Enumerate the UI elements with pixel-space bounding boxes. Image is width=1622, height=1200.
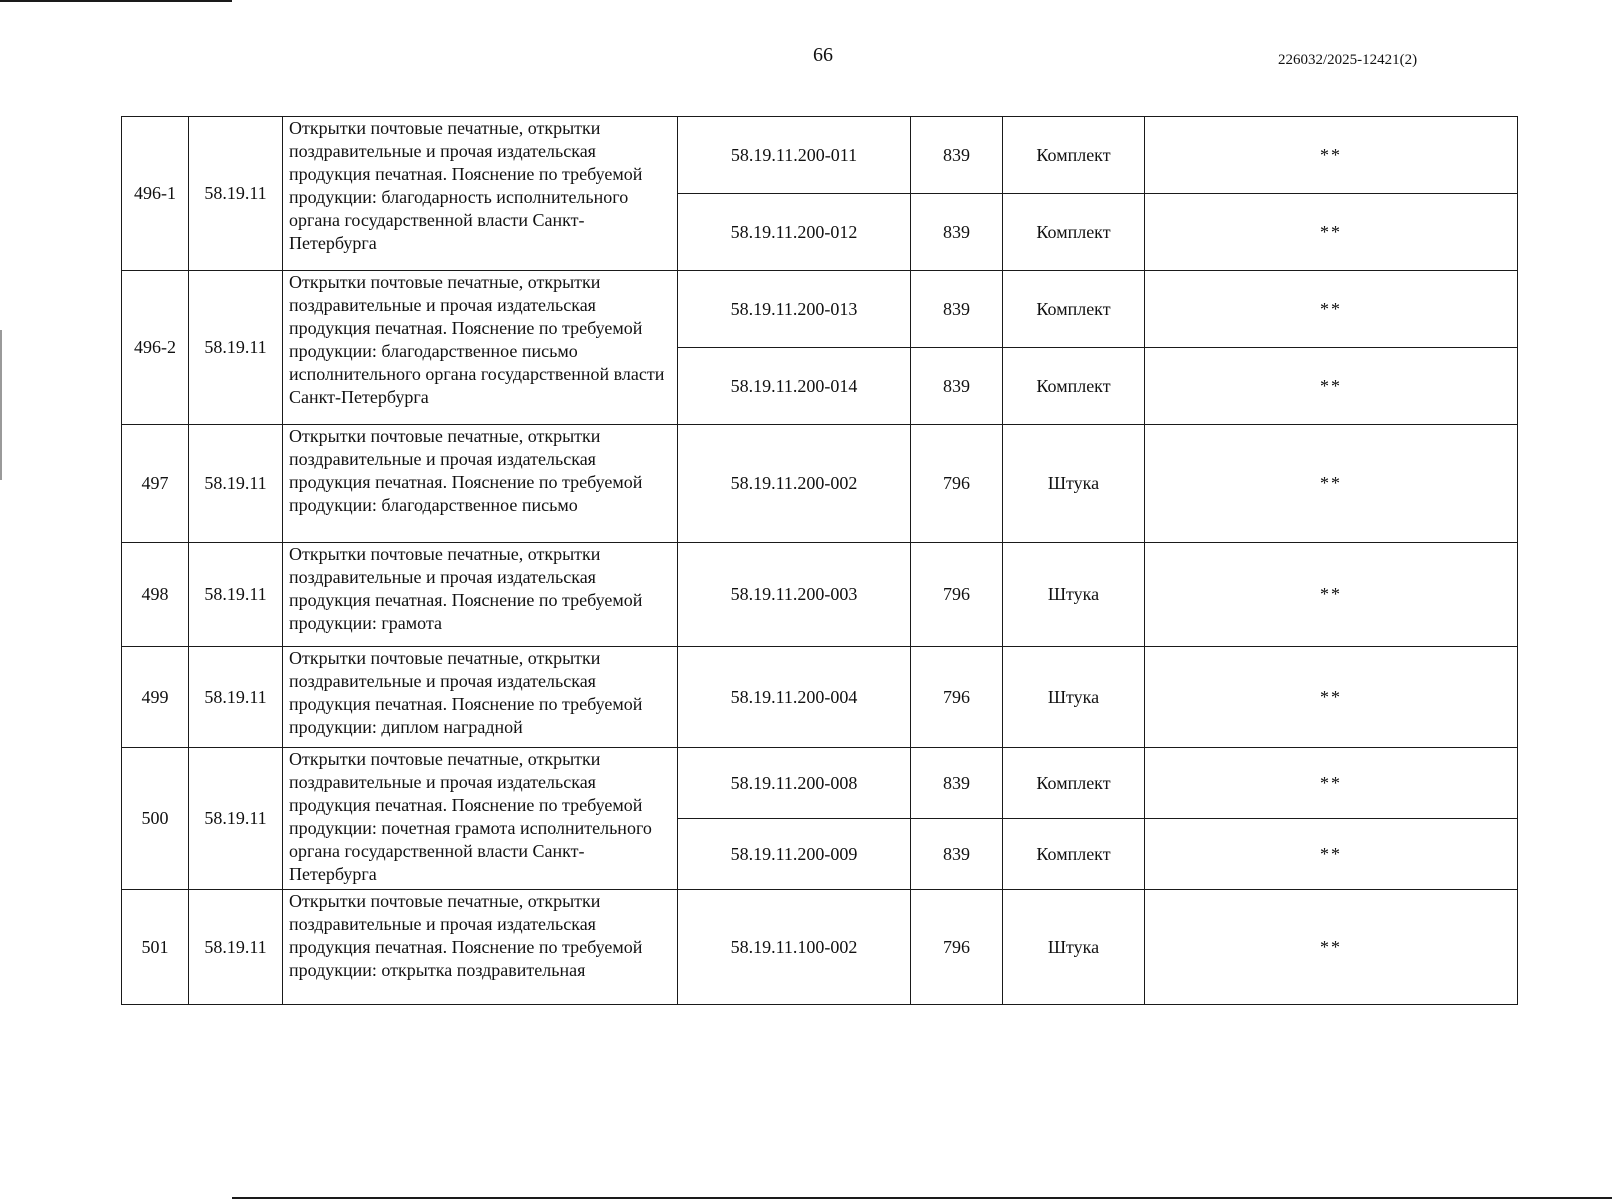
product-name: Открытки почтовые печатные, открытки поздравительные и прочая издательская продукция печатная. Пояснение по требуемой продукции: диплом наградной: [283, 647, 678, 748]
ktru-code: 58.19.11.200-002: [678, 425, 911, 543]
unit-of-measure: Штука: [1003, 890, 1145, 1005]
row-number: 496-1: [122, 117, 189, 271]
okei-code: 839: [911, 819, 1003, 890]
characteristics-mark: **: [1145, 543, 1518, 647]
ktru-code: 58.19.11.200-012: [678, 194, 911, 271]
page-number: 66: [813, 44, 833, 66]
row-number: 498: [122, 543, 189, 647]
okpd-code: 58.19.11: [189, 117, 283, 271]
table-row: [122, 543, 1518, 647]
characteristics-mark: **: [1145, 890, 1518, 1005]
characteristics-mark: **: [1145, 117, 1518, 194]
characteristics-mark: **: [1145, 819, 1518, 890]
product-name: Открытки почтовые печатные, открытки поздравительные и прочая издательская продукция печатная. Пояснение по требуемой продукции: благодарственное письмо: [283, 425, 678, 543]
ktru-code: 58.19.11.200-013: [678, 271, 911, 348]
unit-of-measure: Комплект: [1003, 819, 1145, 890]
unit-of-measure: Комплект: [1003, 271, 1145, 348]
characteristics-mark: **: [1145, 748, 1518, 819]
okpd-code: 58.19.11: [189, 748, 283, 890]
row-number: 499: [122, 647, 189, 748]
okei-code: 796: [911, 543, 1003, 647]
unit-of-measure: Штука: [1003, 647, 1145, 748]
characteristics-mark: **: [1145, 348, 1518, 425]
unit-of-measure: Штука: [1003, 425, 1145, 543]
characteristics-mark: **: [1145, 425, 1518, 543]
okpd-code: 58.19.11: [189, 543, 283, 647]
product-name: Открытки почтовые печатные, открытки поздравительные и прочая издательская продукция печатная. Пояснение по требуемой продукции: почетная грамота исполнительного органа государственной власти Санкт-Петербурга: [283, 748, 678, 890]
row-number: 500: [122, 748, 189, 890]
table-row: [122, 748, 1518, 819]
document-reference: 226032/2025-12421(2): [1278, 52, 1418, 68]
product-name: Открытки почтовые печатные, открытки поздравительные и прочая издательская продукция печатная. Пояснение по требуемой продукции: открытка поздравительная: [283, 890, 678, 1005]
unit-of-measure: Штука: [1003, 543, 1145, 647]
table-row: [122, 890, 1518, 1005]
okei-code: 839: [911, 748, 1003, 819]
table-row: [122, 117, 1518, 194]
table-row: [122, 425, 1518, 543]
product-table: [121, 116, 1518, 1005]
product-name: Открытки почтовые печатные, открытки поздравительные и прочая издательская продукция печатная. Пояснение по требуемой продукции: благодарность исполнительного органа государственной власти Санкт-Петербурга: [283, 117, 678, 271]
okpd-code: 58.19.11: [189, 647, 283, 748]
okei-code: 839: [911, 348, 1003, 425]
okpd-code: 58.19.11: [189, 890, 283, 1005]
row-number: 497: [122, 425, 189, 543]
table-row: [122, 271, 1518, 348]
ktru-code: 58.19.11.100-002: [678, 890, 911, 1005]
product-name: Открытки почтовые печатные, открытки поздравительные и прочая издательская продукция печатная. Пояснение по требуемой продукции: грамота: [283, 543, 678, 647]
bottom-rule: [232, 1197, 1612, 1199]
okei-code: 839: [911, 194, 1003, 271]
okpd-code: 58.19.11: [189, 271, 283, 425]
characteristics-mark: **: [1145, 647, 1518, 748]
unit-of-measure: Комплект: [1003, 348, 1145, 425]
okei-code: 796: [911, 425, 1003, 543]
top-rule: [0, 0, 232, 2]
row-number: 496-2: [122, 271, 189, 425]
ktru-code: 58.19.11.200-011: [678, 117, 911, 194]
product-name: Открытки почтовые печатные, открытки поздравительные и прочая издательская продукция печатная. Пояснение по требуемой продукции: благодарственное письмо исполнительного органа государственной власти Санкт-Петербурга: [283, 271, 678, 425]
okei-code: 839: [911, 271, 1003, 348]
okei-code: 796: [911, 890, 1003, 1005]
row-number: 501: [122, 890, 189, 1005]
okpd-code: 58.19.11: [189, 425, 283, 543]
okei-code: 839: [911, 117, 1003, 194]
okei-code: 796: [911, 647, 1003, 748]
ktru-code: 58.19.11.200-004: [678, 647, 911, 748]
unit-of-measure: Комплект: [1003, 117, 1145, 194]
ktru-code: 58.19.11.200-003: [678, 543, 911, 647]
table-row: [122, 647, 1518, 748]
ktru-code: 58.19.11.200-014: [678, 348, 911, 425]
characteristics-mark: **: [1145, 271, 1518, 348]
unit-of-measure: Комплект: [1003, 194, 1145, 271]
unit-of-measure: Комплект: [1003, 748, 1145, 819]
ktru-code: 58.19.11.200-008: [678, 748, 911, 819]
ktru-code: 58.19.11.200-009: [678, 819, 911, 890]
scan-edge-mark: [0, 330, 2, 480]
characteristics-mark: **: [1145, 194, 1518, 271]
